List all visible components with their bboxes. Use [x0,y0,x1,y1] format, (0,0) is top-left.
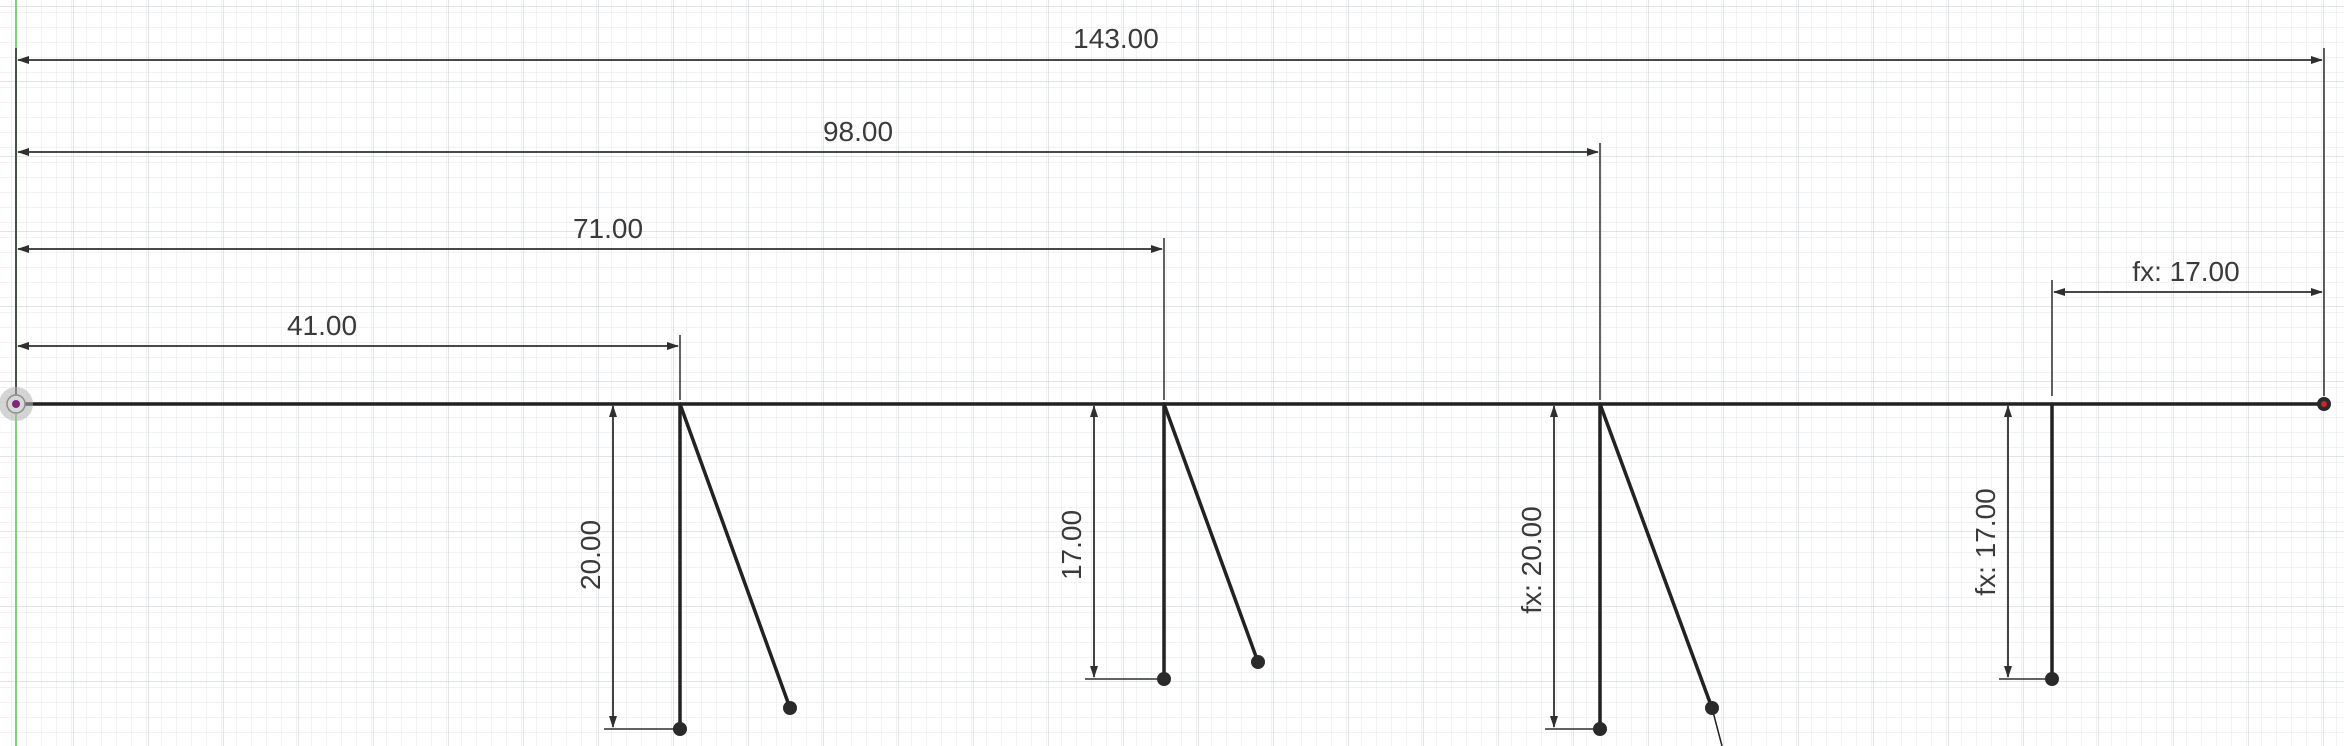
dimension-label-vertical-fx17[interactable]: fx: 17.00 [1970,488,2001,596]
sketch-point[interactable] [1251,655,1265,669]
dimension-label-fx17-horizontal[interactable]: fx: 17.00 [2132,256,2240,287]
dimension-label-vertical-17[interactable]: 17.00 [1056,509,1087,581]
dimension-label-41[interactable]: 41.00 [286,310,358,341]
sketch-point[interactable] [1157,672,1171,686]
right-endpoint-inner [2321,401,2327,407]
sketch-point[interactable] [783,701,797,715]
dimension-label-98[interactable]: 98.00 [822,116,894,147]
dimension-label-143[interactable]: 143.00 [1073,23,1159,54]
dimension-label-vertical-fx20[interactable]: fx: 20.00 [1516,506,1547,614]
sketch-point[interactable] [673,722,687,736]
dimension-label-71[interactable]: 71.00 [572,213,644,244]
origin-point[interactable] [0,387,33,421]
sketch-point[interactable] [1593,722,1607,736]
sketch-point[interactable] [1705,701,1719,715]
sketch-point[interactable] [2045,672,2059,686]
origin-center [12,400,20,408]
dimension-label-vertical-20[interactable]: 20.00 [575,519,606,591]
right-endpoint-point[interactable] [2317,397,2331,411]
